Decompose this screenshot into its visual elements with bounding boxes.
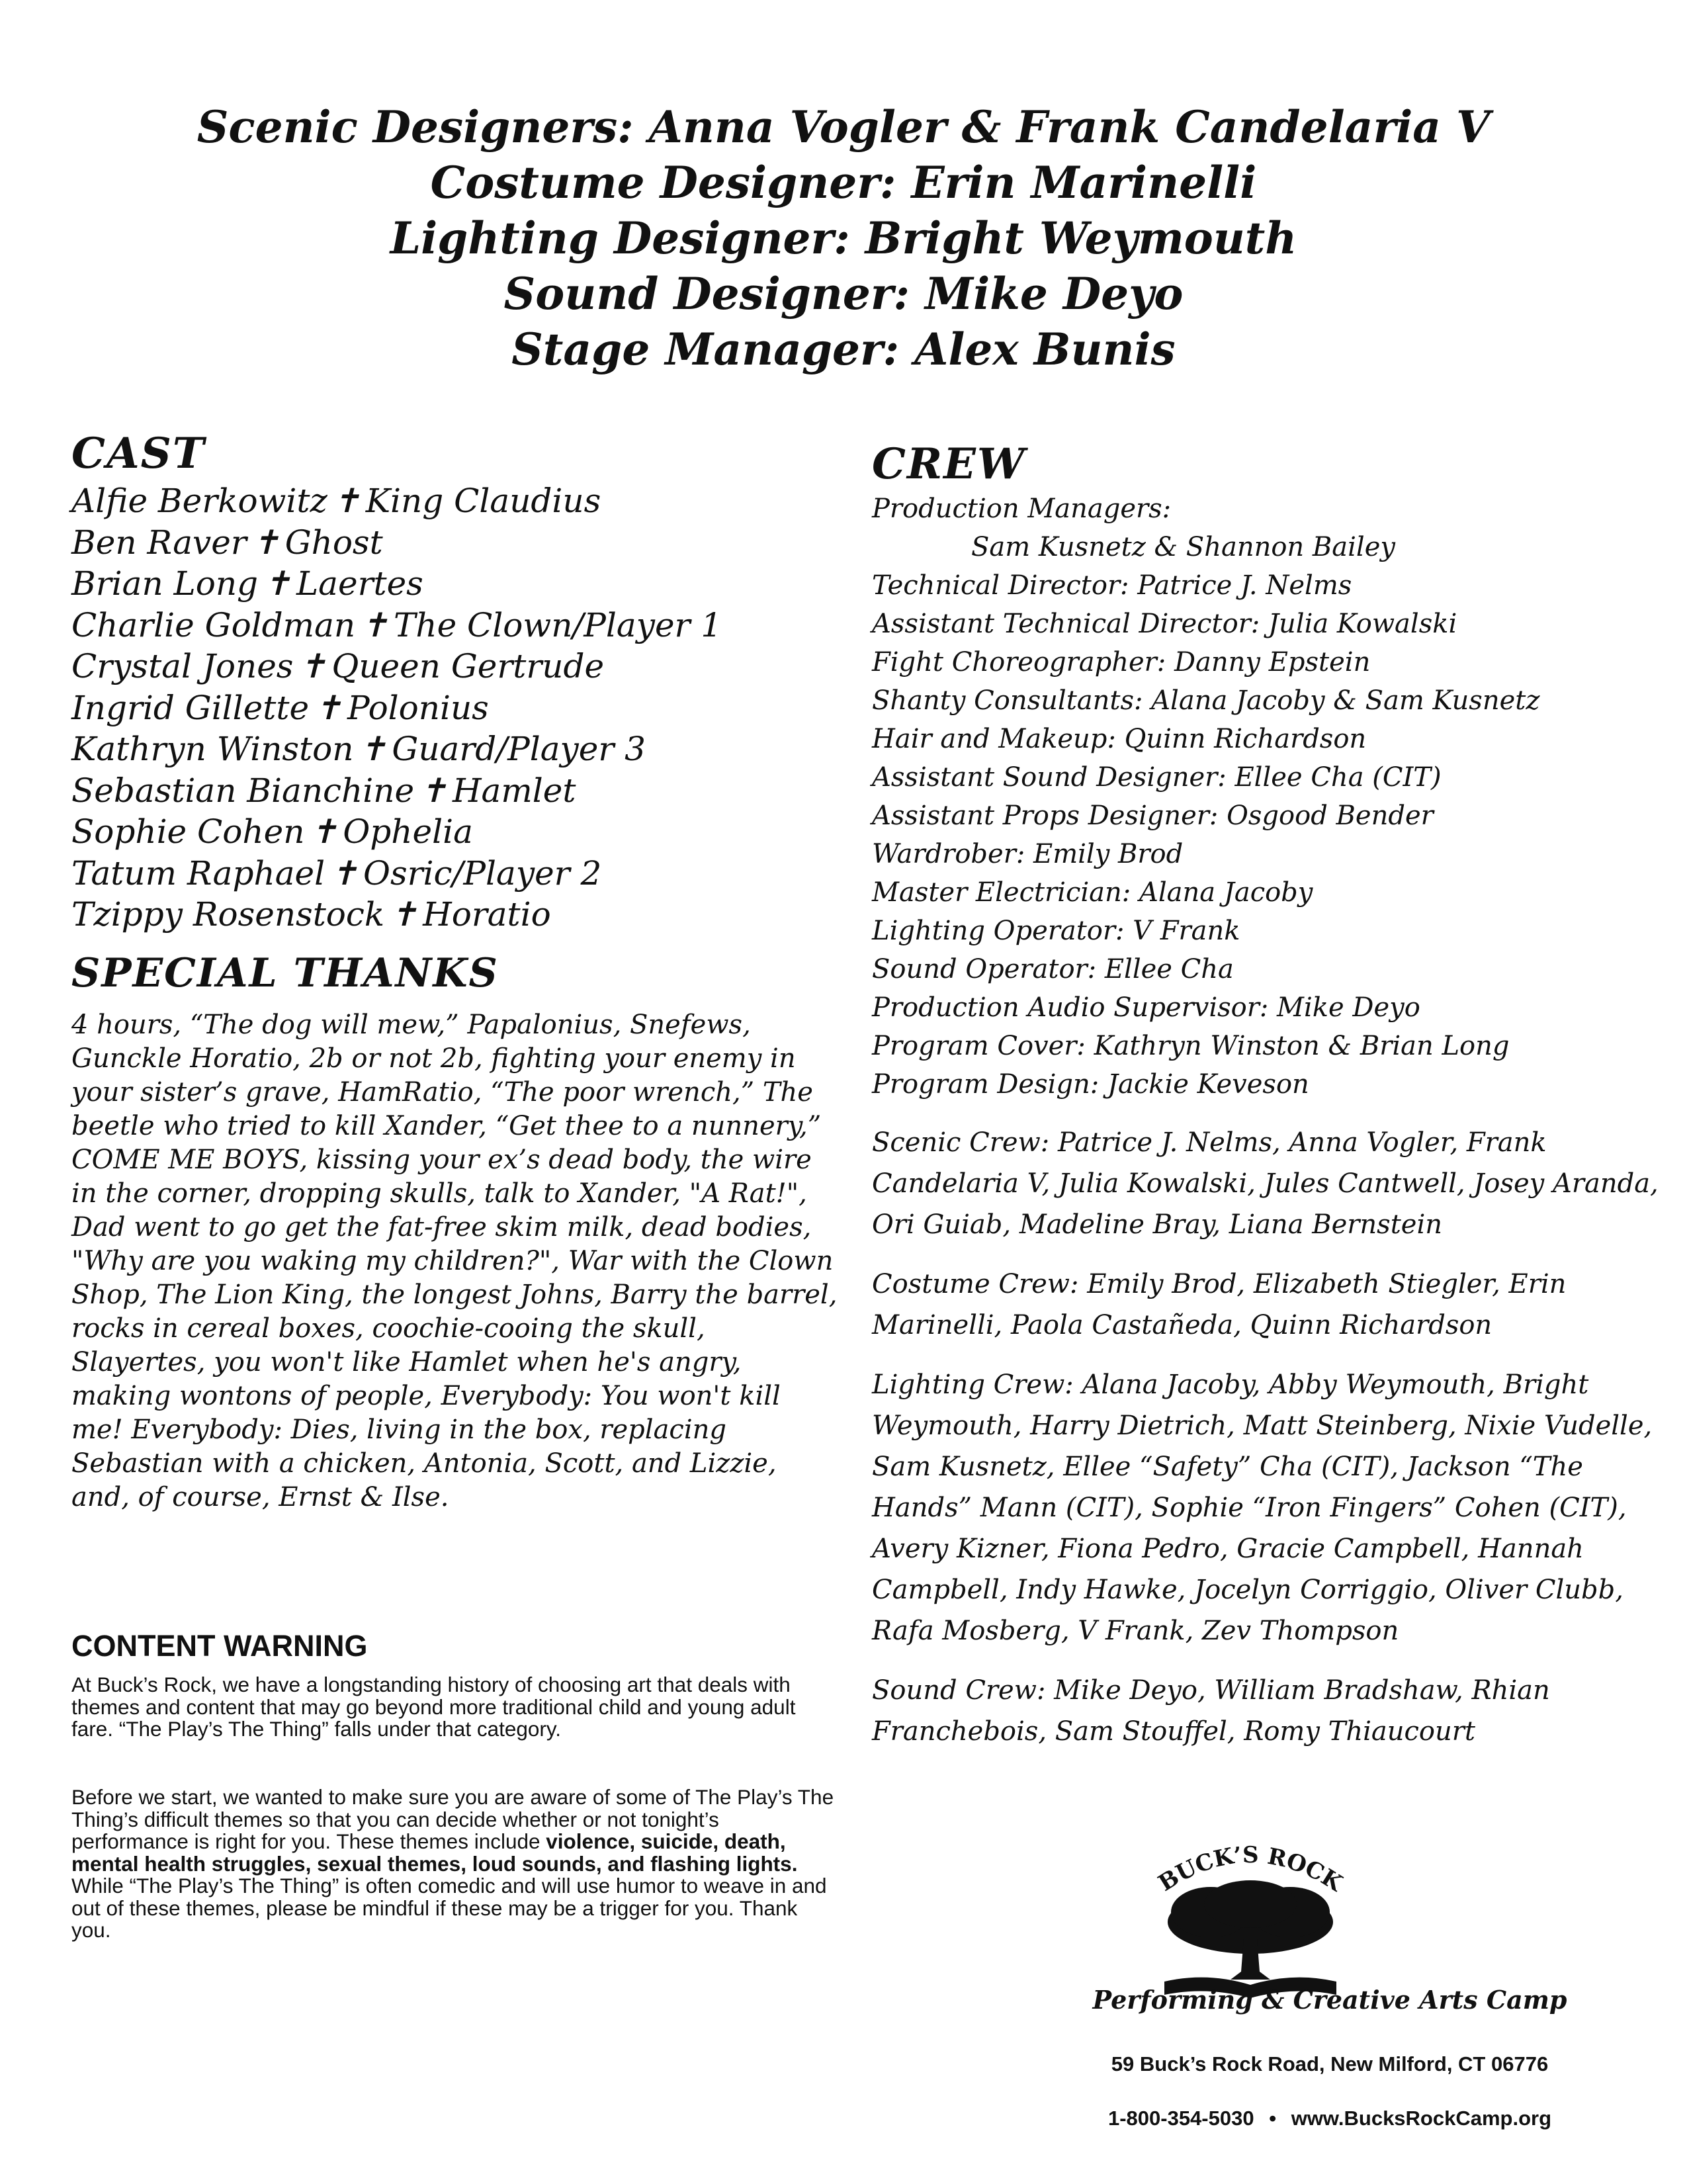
cast-role: Horatio	[423, 895, 551, 934]
cast-role: Queen Gertrude	[331, 647, 605, 685]
dagger-icon: ✝	[298, 647, 327, 685]
footer-bullet: •	[1269, 2107, 1277, 2130]
crew-spacer	[872, 1346, 1666, 1364]
cast-actor: Crystal Jones	[71, 647, 294, 685]
crew-line: Sam Kusnetz & Shannon Bailey	[971, 532, 1395, 562]
footer-contact	[979, 2107, 1680, 2130]
cast-role: Ghost	[284, 523, 383, 562]
crew-line: Assistant Technical Director: Julia Kowalski	[872, 609, 1457, 639]
crew-line: Assistant Props Designer: Osgood Bender	[872, 801, 1434, 831]
crew-line: Wardrober: Emily Brod	[872, 839, 1184, 869]
credit-stage-manager: Stage Manager: Alex Bunis	[511, 324, 1176, 375]
cast-role: Laertes	[296, 564, 423, 603]
cast-role: Osric/Player 2	[363, 853, 602, 893]
cast-actor: Sebastian Bianchine	[71, 771, 415, 810]
cast-role: The Clown/Player 1	[394, 605, 722, 644]
footer-phone: 1-800-354-5030	[1107, 2107, 1254, 2130]
crew-line: Fight Choreographer: Danny Epstein	[872, 647, 1371, 677]
dagger-icon: ✝	[359, 730, 387, 768]
cast-role: King Claudius	[365, 482, 601, 520]
dagger-icon: ✝	[314, 688, 342, 727]
cast-role: Guard/Player 3	[392, 730, 646, 768]
dagger-icon: ✝	[390, 895, 418, 934]
dagger-icon: ✝	[251, 523, 280, 562]
crew-line: Production Audio Supervisor: Mike Deyo	[872, 992, 1420, 1023]
dagger-icon: ✝	[361, 605, 389, 644]
crew-line: Lighting Operator: V Frank	[872, 916, 1240, 946]
content-warning-heading: CONTENT WARNING	[71, 1629, 368, 1663]
crew-line: Shanty Consultants: Alana Jacoby & Sam Kusnetz	[872, 685, 1540, 716]
crew-line: Assistant Sound Designer: Ellee Cha (CIT)	[872, 762, 1442, 793]
crew-line: Program Cover: Kathryn Winston & Brian Long	[872, 1031, 1510, 1061]
credits-block	[0, 99, 1687, 377]
cast-row	[71, 894, 845, 936]
cast-row	[71, 646, 845, 687]
cast-row	[71, 770, 845, 812]
dagger-icon: ✝	[419, 771, 447, 810]
crew-spacer	[872, 1651, 1666, 1670]
logo-tagline: Performing & Creative Arts Camp	[1092, 1985, 1567, 2015]
content-warning-themes: violence, suicide, death, mental health struggles, sexual themes, loud sounds, and flashing lights.	[71, 1829, 798, 1876]
crew-line: Sound Operator: Ellee Cha	[872, 954, 1234, 984]
crew-group: Lighting Crew: Alana Jacoby, Abby Weymouth, Bright Weymouth, Harry Dietrich, Matt Steinberg, Nixie Vudelle, Sam Kusnetz, Ellee “Safety” Cha (CIT), Jackson “The Hands” Mann (CIT), Sophie “Iron Fingers” Cohen (CIT), Avery Kizner, Fiona Pedro, Gracie Campbell, Hannah Campbell, Indy Hawke, Jocelyn Corriggio, Oliver Clubb, Rafa Mosberg, V Frank, Zev Thompson	[872, 1370, 1653, 1646]
dagger-icon: ✝	[330, 853, 358, 893]
footer-website[interactable]: www.BucksRockCamp.org	[1291, 2107, 1552, 2130]
cast-actor: Sophie Cohen	[71, 812, 305, 851]
credit-lighting: Lighting Designer: Bright Weymouth	[390, 212, 1297, 264]
cast-row	[71, 563, 845, 605]
cast-row	[71, 480, 845, 522]
cast-heading: CAST	[71, 429, 206, 478]
cast-actor: Kathryn Winston	[71, 730, 354, 768]
cast-actor: Brian Long	[71, 564, 259, 603]
cast-role: Polonius	[347, 688, 489, 727]
cast-row	[71, 687, 845, 729]
credit-costume: Costume Designer: Erin Marinelli	[430, 157, 1257, 208]
crew-line: Master Electrician: Alana Jacoby	[872, 877, 1313, 908]
crew-list	[872, 490, 1666, 1752]
crew-line: Hair and Makeup: Quinn Richardson	[872, 724, 1367, 754]
dagger-icon: ✝	[263, 564, 291, 603]
crew-line: Program Design: Jackie Keveson	[872, 1069, 1309, 1100]
crew-spacer	[872, 1245, 1666, 1264]
crew-group: Scenic Crew: Patrice J. Nelms, Anna Vogler, Frank Candelaria V, Julia Kowalski, Jules Cantwell, Josey Aranda, Ori Guiab, Madeline Bray, Liana Bernstein	[872, 1127, 1659, 1240]
content-warning-text: Before we start, we wanted to make sure you are aware of some of The Play’s The Thing’s difficult themes so that you can decide whether or not tonight’s performance is right for you. These themes include	[71, 1785, 834, 1853]
cast-actor: Tzippy Rosenstock	[71, 895, 385, 934]
cast-actor: Charlie Goldman	[71, 605, 356, 644]
tree-icon	[1168, 1880, 1333, 1980]
cast-row	[71, 728, 845, 770]
credit-sound: Sound Designer: Mike Deyo	[503, 268, 1184, 320]
crew-spacer	[872, 1104, 1666, 1122]
cast-list	[71, 480, 845, 936]
dagger-icon: ✝	[310, 812, 338, 851]
cast-role: Hamlet	[452, 771, 576, 810]
crew-group: Costume Crew: Emily Brod, Elizabeth Stiegler, Erin Marinelli, Paola Castañeda, Quinn Richardson	[872, 1269, 1567, 1340]
special-thanks-text: 4 hours, “The dog will mew,” Papalonius, Snefews, Gunckle Horatio, 2b or not 2b, fighting your enemy in your sister’s grave, HamRatio, “The poor wrench,” The beetle who tried to kill Xander, “Get thee to a nunnery,” COME ME BOYS, kissing your ex’s dead body, the wire in the corner, dropping skulls, talk to Xander, "A Rat!", Dad went to go get the fat-free skim milk, dead bodies, "Why are you waking my children?", War with the Clown Shop, The Lion King, the longest Johns, Barry the barrel, rocks in cereal boxes, coochie-cooing the skull, Slayertes, you won't like Hamlet when he's angry, making wontons of people, Everybody: You won't kill me! Everybody: Dies, living in the box, replacing Sebastian with a chicken, Antonia, Scott, and Lizzie, and, of course, Ernst & Ilse.	[71, 1010, 838, 1512]
crew-line: Production Managers:	[872, 494, 1172, 524]
cast-actor: Ben Raver	[71, 523, 247, 562]
logo-title: BUCK’S ROCK	[1154, 1841, 1347, 1897]
footer-address: 59 Buck’s Rock Road, New Milford, CT 06776	[1111, 2052, 1549, 2075]
content-warning-text-end: While “The Play’s The Thing” is often comedic and will use humor to weave in and out of these themes, please be mindful if these may be a trigger for you. Thank you.	[71, 1874, 827, 1942]
credit-scenic: Scenic Designers: Anna Vogler & Frank Candelaria V	[196, 101, 1491, 153]
crew-heading: CREW	[872, 439, 1026, 489]
cast-actor: Ingrid Gillette	[71, 688, 310, 727]
special-thanks-heading: SPECIAL THANKS	[71, 950, 499, 996]
dagger-icon: ✝	[332, 482, 361, 520]
crew-group: Sound Crew: Mike Deyo, William Bradshaw, Rhian Franchebois, Sam Stouffel, Romy Thiaucourt	[872, 1675, 1550, 1747]
cast-row	[71, 811, 845, 853]
cast-row	[71, 853, 845, 895]
crew-line: Technical Director: Patrice J. Nelms	[872, 570, 1352, 601]
bucks-rock-logo	[1138, 1839, 1363, 2005]
cast-row	[71, 605, 845, 646]
cast-row	[71, 522, 845, 564]
content-warning-paragraph-1: At Buck’s Rock, we have a longstanding history of choosing art that deals with themes and content that may go beyond more traditional child and young adult fare. “The Play’s The Thing” falls under that category.	[71, 1673, 796, 1741]
cast-actor: Alfie Berkowitz	[71, 482, 327, 520]
cast-role: Ophelia	[343, 812, 473, 851]
content-warning-paragraph-2	[71, 1786, 839, 1942]
cast-actor: Tatum Raphael	[71, 853, 325, 893]
